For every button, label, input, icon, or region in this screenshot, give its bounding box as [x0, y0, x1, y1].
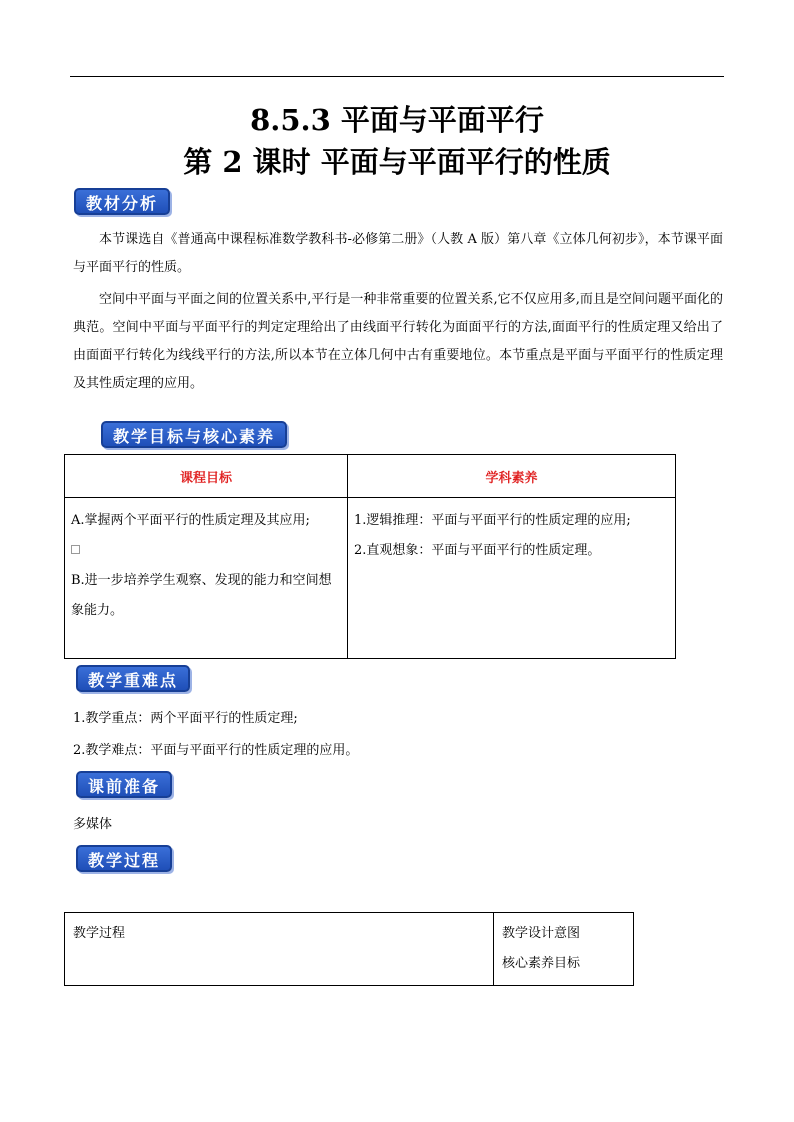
preparation-text: 多媒体 [73, 817, 113, 832]
lesson-subtitle: 第 2 课时 平面与平面平行的性质 [183, 145, 611, 179]
literacy-1: 1.逻辑推理：平面与平面平行的性质定理的应用; [354, 513, 631, 528]
process-table [64, 912, 634, 986]
lesson-title: 8.5.3 平面与平面平行 [250, 103, 544, 137]
process-col-intent [494, 913, 634, 986]
analysis-paragraph-1: 本节课选自《普通高中课程标准数学教科书-必修第二册》（人教 A 版）第八章《立体几何初步》，本节课平面与平面平行的性质。 [73, 232, 723, 275]
goals-header-course: 课程目标 [65, 455, 348, 498]
section-badge-key-points: 教学重难点 [76, 665, 190, 692]
course-goals-cell [65, 498, 348, 659]
goal-b: B.进一步培养学生观察、发现的能力和空间想象能力。 [71, 573, 332, 618]
key-point-2: 2.教学难点：平面与平面平行的性质定理的应用。 [73, 743, 359, 758]
placeholder-box [71, 536, 341, 566]
literacy-cell [348, 498, 676, 659]
section-badge-preparation: 课前准备 [76, 771, 172, 798]
section-badge-analysis: 教材分析 [74, 188, 170, 215]
analysis-paragraph-2: 空间中平面与平面之间的位置关系中,平行是一种非常重要的位置关系,它不仅应用多,而且是空间问题平面化的典范。空间中平面与平面平行的判定定理给出了由线面平行转化为面面平行的方法,面面平行的性质定理又给出了由面面平行转化为线线平行的方法,所以本节在立体几何中古有重要地位。本节重点是平面与平面平行的性质定理及其性质定理的应用。 [73, 292, 723, 391]
header-rule [70, 76, 724, 77]
process-col-main: 教学过程 [65, 913, 494, 986]
section-badge-process: 教学过程 [76, 845, 172, 872]
goals-header-literacy: 学科素养 [348, 455, 676, 498]
process-intent-line2: 核心素养目标 [502, 956, 581, 971]
literacy-2: 2.直观想象：平面与平面平行的性质定理。 [354, 543, 601, 558]
key-point-1: 1.教学重点：两个平面平行的性质定理; [73, 711, 298, 726]
goal-a: A.掌握两个平面平行的性质定理及其应用; [71, 513, 310, 528]
goals-table [64, 454, 676, 659]
section-badge-goals: 教学目标与核心素养 [101, 421, 287, 448]
process-intent-line1: 教学设计意图 [502, 926, 581, 941]
